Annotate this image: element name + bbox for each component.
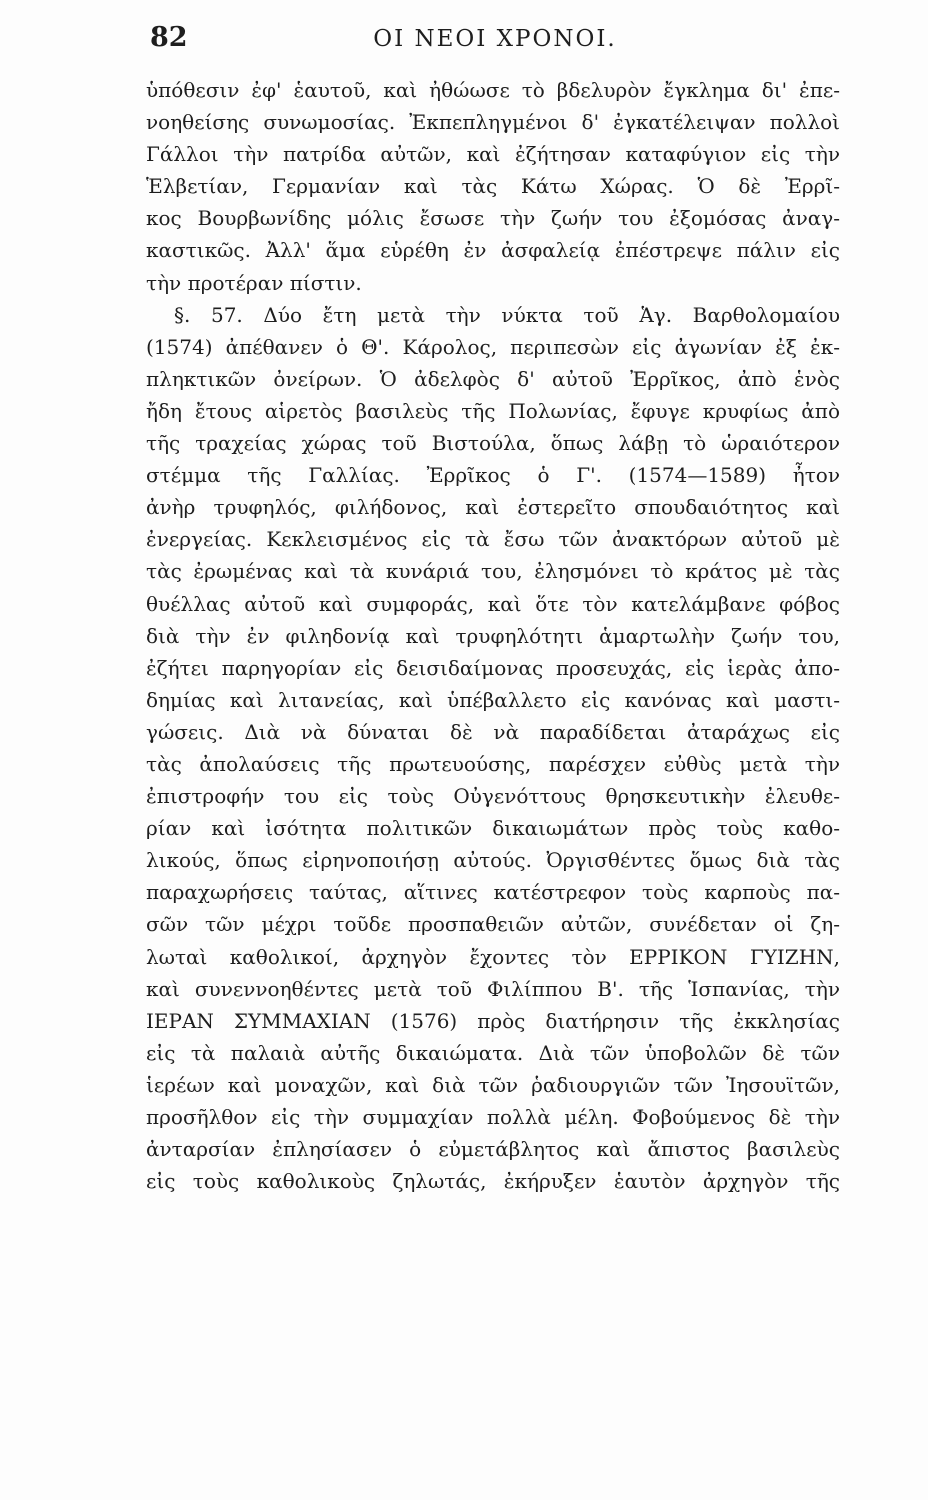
text-line: πληκτικῶν ὀνείρων. Ὁ ἀδελφὸς δ' αὐτοῦ Ἐρρῖκος, ἀπὸ ἑνὸς [146,366,840,391]
text-line: παραχωρήσεις ταύτας, αἵτινες κατέστρεφον τοὺς καρποὺς πα- [146,880,840,905]
text-line: νοηθείσης συνωμοσίας. Ἐκπεπληγμένοι δ' ἐγκατέλειψαν πολλοὶ [146,110,840,135]
text-line: (1574) ἀπέθανεν ὁ Θ'. Κάρολος, περιπεσὼν εἰς ἀγωνίαν ἐξ ἐκ- [146,334,840,359]
text-line: τὰς ἀπολαύσεις τῆς πρωτευούσης, παρέσχεν εὐθὺς μετὰ τὴν [146,751,840,776]
text-line: ἐζήτει παρηγορίαν εἰς δεισιδαίμονας προσευχάς, εἰς ἱερὰς ἀπο- [146,655,840,680]
text-line: στέμμα τῆς Γαλλίας. Ἐρρῖκος ὁ Γ'. (1574—1589) ἦτον [146,463,840,488]
text-line: προσῆλθον εἰς τὴν συμμαχίαν πολλὰ μέλη. Φοβούμενος δὲ τὴν [146,1105,840,1129]
text-line: ἀνὴρ τρυφηλός, φιλήδονος, καὶ ἐστερεῖτο σπουδαιότητος καὶ [146,495,840,520]
text-line: Γάλλοι τὴν πατρίδα αὐτῶν, καὶ ἐζήτησαν καταφύγιον εἰς τὴν [146,142,840,167]
running-title: ΟΙ ΝΕΟΙ ΧΡΟΝΟΙ. [373,26,617,52]
text-line: λικούς, ὅπως εἰρηνοποιήσῃ αὐτούς. Ὀργισθέντες ὅμως διὰ τὰς [146,848,840,873]
text-line: ἐνεργείας. Κεκλεισμένος εἰς τὰ ἔσω τῶν ἀνακτόρων αὐτοῦ μὲ [146,527,840,552]
text-line: εἰς τὰ παλαιὰ αὐτῆς δικαιώματα. Διὰ τῶν ὑποβολῶν δὲ τῶν [146,1040,840,1065]
text-line: ἱερέων καὶ μοναχῶν, καὶ διὰ τῶν ῥαδιουργιῶν τῶν Ἰησουϊτῶν, [146,1072,840,1097]
text-line: ἐπιστροφήν του εἰς τοὺς Οὐγενόττους θρησκευτικὴν ἐλευθε- [146,784,840,809]
text-line: τῆς τραχείας χώρας τοῦ Βιστούλα, ὅπως λάβῃ τὸ ὡραιότερον [146,431,840,456]
text-line: καστικῶς. Ἀλλ' ἅμα εὑρέθη ἐν ἀσφαλείᾳ ἐπέστρεψε πάλιν εἰς [146,238,840,263]
text-line: σῶν τῶν μέχρι τοῦδε προσπαθειῶν αὐτῶν, συνέδεταν οἱ ζη- [146,912,840,937]
text-line: ΙΕΡΑΝ ΣΥΜΜΑΧΙΑΝ (1576) πρὸς διατήρησιν τῆς ἐκκλησίας [146,1008,840,1033]
text-line: λωταὶ καθολικοί, ἀρχηγὸν ἔχοντες τὸν ΕΡΡΙΚΟΝ ΓΥΙΖΗΝ, [146,944,840,969]
text-line: Ἑλβετίαν, Γερμανίαν καὶ τὰς Κάτω Χώρας. Ὁ δὲ Ἐρρῖ- [146,174,840,199]
text-line: θυέλλας αὐτοῦ καὶ συμφοράς, καὶ ὅτε τὸν κατελάμβανε φόβος [146,591,840,616]
text-line: εἰς τοὺς καθολικοὺς ζηλωτάς, ἐκήρυξεν ἑαυτὸν ἀρχηγὸν τῆς [146,1169,840,1194]
text-line: γώσεις. Διὰ νὰ δύναται δὲ νὰ παραδίδεται ἀταράχως εἰς [146,719,840,744]
text-line: τὴν προτέραν πίστιν. [146,270,362,295]
text-line: καὶ συνεννοηθέντες μετὰ τοῦ Φιλίππου Β'. τῆς Ἱσπανίας, τὴν [146,976,840,1001]
text-line: ὑπόθεσιν ἐφ' ἑαυτοῦ, καὶ ἠθώωσε τὸ βδελυρὸν ἔγκλημα δι' ἐπε- [146,78,840,102]
text-line: ἤδη ἔτους αἱρετὸς βασιλεὺς τῆς Πολωνίας, ἔφυγε κρυφίως ἀπὸ [146,398,840,423]
text-line: ἀνταρσίαν ἐπλησίασεν ὁ εὐμετάβλητος καὶ ἄπιστος βασιλεὺς [146,1137,840,1162]
page-number: 82 [150,22,188,53]
text-line: κος Βουρβωνίδης μόλις ἔσωσε τὴν ζωήν του ἐξομόσας ἀναγ- [146,206,840,231]
body-text [146,74,840,1197]
text-line: ρίαν καὶ ἰσότητα πολιτικῶν δικαιωμάτων πρὸς τοὺς καθο- [146,816,840,841]
text-line: τὰς ἐρωμένας καὶ τὰ κυνάριά του, ἐλησμόνει τὸ κράτος μὲ τὰς [146,559,840,584]
text-line: διὰ τὴν ἐν φιληδονίᾳ καὶ τρυφηλότητι ἁμαρτωλὴν ζωήν του, [146,623,840,648]
page-header [150,22,840,62]
text-line: δημίας καὶ λιτανείας, καὶ ὑπέβαλλετο εἰς κανόνας καὶ μαστι- [146,687,840,712]
section-heading-line: §. 57. Δύο ἔτη μετὰ τὴν νύκτα τοῦ Ἁγ. Βαρθολομαίου [174,302,840,327]
